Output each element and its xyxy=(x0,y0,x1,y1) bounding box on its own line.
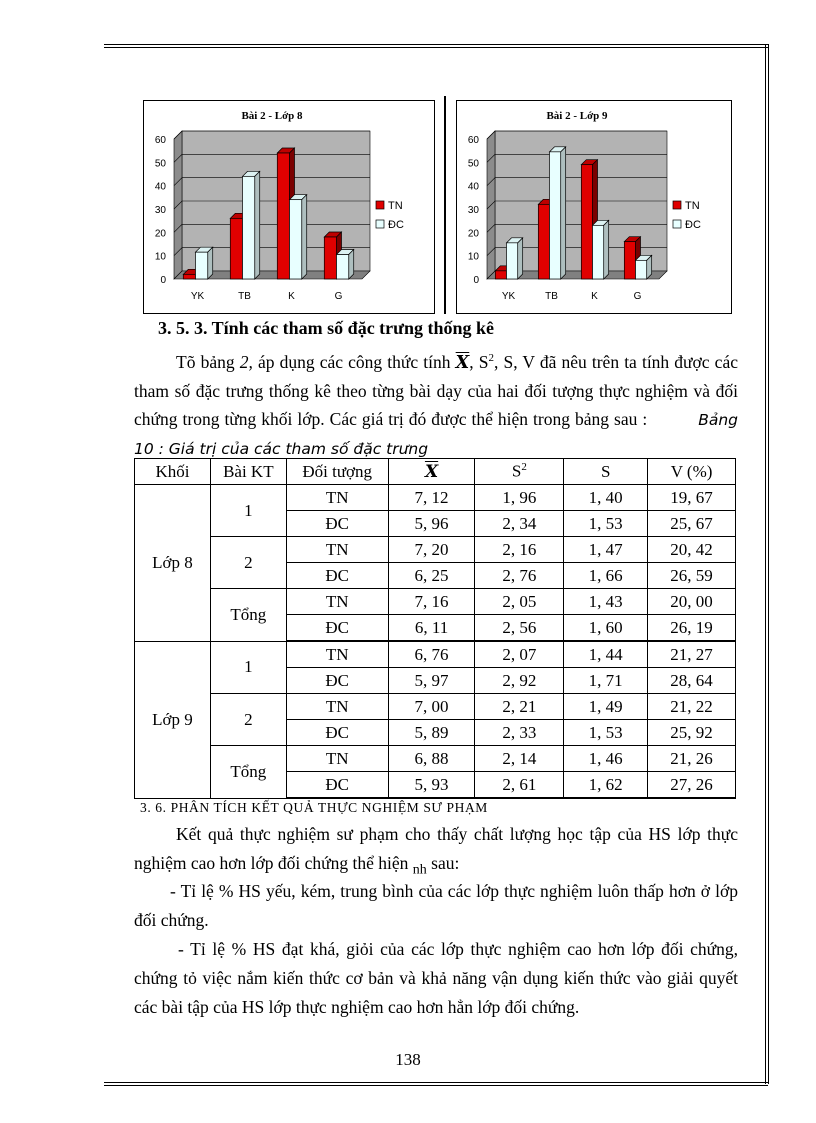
s2-cell: 2, 34 xyxy=(475,511,564,537)
analysis-p1a: Kết quả thực nghiệm sư phạm cho thấy chất lượng học tập của HS lớp thực nghiệm cao hơn lớp đối chứng thể hiện xyxy=(134,824,738,873)
khoi-cell: Lớp 9 xyxy=(135,641,211,798)
intro-part1: Tõ bảng xyxy=(176,351,240,372)
doi-tuong-cell: TN xyxy=(286,746,388,772)
x-category-label: YK xyxy=(190,291,205,302)
s-cell: 1, 47 xyxy=(564,537,648,563)
bar-đc-k xyxy=(593,220,609,279)
bar-front xyxy=(230,218,242,279)
v-cell: 26, 59 xyxy=(648,563,736,589)
bar-front xyxy=(507,243,518,279)
bar-front xyxy=(538,204,549,279)
y-tick-label: 20 xyxy=(467,228,479,240)
v-cell: 21, 22 xyxy=(648,694,736,720)
doi-tuong-cell: ĐC xyxy=(286,511,388,537)
xbar-cell: 7, 12 xyxy=(388,485,475,511)
bar-front xyxy=(324,237,336,279)
bar-side xyxy=(302,195,307,279)
header-xbar: $\overline{X}$ xyxy=(388,459,475,485)
s2-cell: 2, 07 xyxy=(475,641,564,668)
y-tick-label: 10 xyxy=(154,251,166,263)
legend-label: ĐC xyxy=(685,219,701,231)
x-category-label: K xyxy=(591,291,598,302)
header-doi-tuong: Đối tượng xyxy=(286,459,388,485)
x-category-label: YK xyxy=(501,291,516,302)
bar-front xyxy=(624,242,635,279)
bar-front xyxy=(581,165,592,279)
v-cell: 19, 67 xyxy=(648,485,736,511)
page-border-top xyxy=(104,44,768,48)
table-row xyxy=(135,485,736,511)
analysis-p2-text: - Tỉ lệ % HS yếu, kém, trung bình của các lớp thực nghiệm luôn thấp hơn ở lớp đối chứng. xyxy=(134,881,738,930)
xbar-cell: 6, 76 xyxy=(388,641,475,668)
bar-front xyxy=(593,225,604,279)
legend-label: ĐC xyxy=(388,219,404,231)
s2-cell: 2, 14 xyxy=(475,746,564,772)
bar-front xyxy=(196,252,208,279)
s-cell: 1, 44 xyxy=(564,641,648,668)
intro-part2: áp dụng các công thức tính xyxy=(252,351,456,372)
doi-tuong-cell: ĐC xyxy=(286,563,388,589)
s2-cell: 2, 33 xyxy=(475,720,564,746)
doi-tuong-cell: TN xyxy=(286,589,388,615)
table-row xyxy=(135,537,736,563)
bar-front xyxy=(550,152,561,279)
legend-swatch-đc xyxy=(673,220,681,228)
doi-tuong-cell: ĐC xyxy=(286,720,388,746)
s-cell: 1, 43 xyxy=(564,589,648,615)
s-cell: 1, 46 xyxy=(564,746,648,772)
s2-cell: 2, 16 xyxy=(475,537,564,563)
y-tick-label: 40 xyxy=(154,181,166,193)
s-cell: 1, 40 xyxy=(564,485,648,511)
bar-front xyxy=(183,274,195,279)
bar-đc-yk xyxy=(196,247,213,279)
v-cell: 26, 19 xyxy=(648,615,736,642)
y-tick-label: 40 xyxy=(467,181,479,193)
doi-tuong-cell: ĐC xyxy=(286,615,388,642)
s-cell: 1, 60 xyxy=(564,615,648,642)
x-category-label: K xyxy=(288,291,295,302)
page-border-right xyxy=(765,44,769,1084)
bar-front xyxy=(636,260,647,279)
bai-kt-cell: 1 xyxy=(210,485,286,537)
v-cell: 20, 00 xyxy=(648,589,736,615)
s2-cell: 2, 56 xyxy=(475,615,564,642)
legend-label: TN xyxy=(685,200,700,212)
v-cell: 25, 67 xyxy=(648,511,736,537)
xbar-symbol: $\overline{X}$ xyxy=(455,352,470,373)
table-row xyxy=(135,746,736,772)
s2-cell: 2, 92 xyxy=(475,668,564,694)
y-tick-label: 60 xyxy=(154,135,166,146)
y-tick-label: 10 xyxy=(467,251,479,263)
xbar-cell: 7, 00 xyxy=(388,694,475,720)
chart-title: Bài 2 - Lớp 8 xyxy=(241,110,303,122)
chart-lop-8 xyxy=(143,100,435,314)
bar-side xyxy=(518,238,523,279)
intro-paragraph xyxy=(134,344,738,463)
bar-đc-tb xyxy=(550,147,566,279)
xbar-cell: 6, 88 xyxy=(388,746,475,772)
bar-đc-g xyxy=(636,255,652,279)
v-cell: 28, 64 xyxy=(648,668,736,694)
chart-lop-9 xyxy=(456,100,732,314)
s-cell: 1, 53 xyxy=(564,511,648,537)
legend-label: TN xyxy=(388,200,403,212)
v-cell: 25, 92 xyxy=(648,720,736,746)
table-row xyxy=(135,641,736,668)
doi-tuong-cell: ĐC xyxy=(286,772,388,799)
bai-kt-cell: 2 xyxy=(210,694,286,746)
legend-swatch-tn xyxy=(673,201,681,209)
doi-tuong-cell: TN xyxy=(286,537,388,563)
s-cell: 1, 62 xyxy=(564,772,648,799)
s2-cell: 1, 96 xyxy=(475,485,564,511)
analysis-paragraph-3 xyxy=(134,935,738,1022)
v-cell: 21, 27 xyxy=(648,641,736,668)
header-v: V (%) xyxy=(648,459,736,485)
header-s: S xyxy=(564,459,648,485)
bar-side xyxy=(604,220,609,279)
table-body xyxy=(135,485,736,799)
chart-lop-9-svg xyxy=(457,101,731,313)
xbar-cell: 5, 93 xyxy=(388,772,475,799)
v-cell: 21, 26 xyxy=(648,746,736,772)
y-tick-label: 0 xyxy=(473,275,479,286)
xbar-cell: 5, 89 xyxy=(388,720,475,746)
bar-front xyxy=(277,153,289,279)
s2-cell: 2, 05 xyxy=(475,589,564,615)
header-khoi: Khối xyxy=(135,459,211,485)
s-cell: 1, 71 xyxy=(564,668,648,694)
xbar-cell: 7, 20 xyxy=(388,537,475,563)
s2-cell: 2, 76 xyxy=(475,563,564,589)
analysis-paragraph-2 xyxy=(134,877,738,935)
analysis-paragraph-1 xyxy=(134,820,738,885)
y-tick-label: 30 xyxy=(154,205,166,216)
bar-side xyxy=(255,171,260,279)
table-caption: Bảng 10 : Giá trị của các tham số đặc trưng xyxy=(134,410,738,458)
khoi-cell: Lớp 8 xyxy=(135,485,211,642)
s-cell: 1, 49 xyxy=(564,694,648,720)
bar-side xyxy=(349,250,354,280)
chart-title: Bài 2 - Lớp 9 xyxy=(546,110,608,122)
s-cell: 1, 53 xyxy=(564,720,648,746)
stats-table xyxy=(134,458,736,799)
bar-front xyxy=(337,255,349,280)
table-header-row xyxy=(135,459,736,485)
bai-kt-cell: Tổng xyxy=(210,589,286,642)
legend-swatch-đc xyxy=(376,220,384,228)
legend-swatch-tn xyxy=(376,201,384,209)
bar-đc-tb xyxy=(243,171,260,279)
table-row xyxy=(135,694,736,720)
intro-sup: 2 xyxy=(488,352,494,364)
intro-part4: , S, V đã nêu trên ta tính được các tham số đặc trưng thống kê theo từng bài dạy của hai đối tượng thực nghiệm và đối chứng trong từng khối lớp. Các giá trị đó được thể hiện trong bảng sau : xyxy=(134,351,738,429)
chart-divider xyxy=(444,96,446,314)
y-tick-label: 50 xyxy=(467,158,479,170)
bar-đc-yk xyxy=(507,238,523,279)
section6-heading: 3. 6. PHÂN TÍCH KẾT QUẢ THỰC NGHIỆM SƯ PHẠM xyxy=(140,800,488,815)
doi-tuong-cell: TN xyxy=(286,694,388,720)
x-category-label: TB xyxy=(238,291,251,302)
v-cell: 27, 26 xyxy=(648,772,736,799)
bar-front xyxy=(243,176,255,279)
bar-đc-k xyxy=(290,195,307,279)
s2-cell: 2, 21 xyxy=(475,694,564,720)
y-tick-label: 50 xyxy=(154,158,166,170)
intro-part3: , S xyxy=(469,351,489,372)
section-heading: 3. 5. 3. Tính các tham số đặc trưng thống kê xyxy=(158,318,494,338)
x-category-label: G xyxy=(633,291,642,302)
s-cell: 1, 66 xyxy=(564,563,648,589)
header-bai-kt: Bài KT xyxy=(210,459,286,485)
xbar-cell: 5, 97 xyxy=(388,668,475,694)
bar-front xyxy=(495,271,506,279)
bai-kt-cell: Tổng xyxy=(210,746,286,799)
xbar-cell: 7, 16 xyxy=(388,589,475,615)
page-number: 138 xyxy=(395,1050,421,1069)
y-tick-label: 30 xyxy=(467,205,479,216)
v-cell: 20, 42 xyxy=(648,537,736,563)
bar-side xyxy=(208,247,213,279)
analysis-p1b: sau: xyxy=(426,853,460,873)
xbar-cell: 6, 11 xyxy=(388,615,475,642)
y-tick-label: 60 xyxy=(467,135,479,146)
bar-đc-g xyxy=(337,250,354,280)
header-s2: $S^2$ xyxy=(475,459,564,485)
s2-cell: 2, 61 xyxy=(475,772,564,799)
intro-table-ref: 2, xyxy=(239,351,253,372)
doi-tuong-cell: TN xyxy=(286,641,388,668)
y-tick-label: 0 xyxy=(160,275,166,286)
analysis-p1-sub: nh xyxy=(412,862,427,878)
analysis-p3-text: - Tỉ lệ % HS đạt khá, giỏi của các lớp thực nghiệm cao hơn lớp đối chứng, chứng tỏ việc nắm kiến thức cơ bản và khả năng vận dụng kiến thức vào giải quyết các bài tập của HS lớp thực nghiệm cao hơn hẳn lớp đối chứng. xyxy=(134,939,738,1017)
y-tick-label: 20 xyxy=(154,228,166,240)
xbar-cell: 6, 25 xyxy=(388,563,475,589)
x-category-label: G xyxy=(334,291,343,302)
bar-front xyxy=(290,200,302,279)
bai-kt-cell: 2 xyxy=(210,537,286,589)
table-row xyxy=(135,589,736,615)
xbar-cell: 5, 96 xyxy=(388,511,475,537)
doi-tuong-cell: ĐC xyxy=(286,668,388,694)
doi-tuong-cell: TN xyxy=(286,485,388,511)
page-border-bottom xyxy=(104,1082,768,1086)
x-category-label: TB xyxy=(545,291,558,302)
bar-side xyxy=(561,147,566,279)
chart-lop-8-svg xyxy=(144,101,434,313)
bai-kt-cell: 1 xyxy=(210,641,286,694)
